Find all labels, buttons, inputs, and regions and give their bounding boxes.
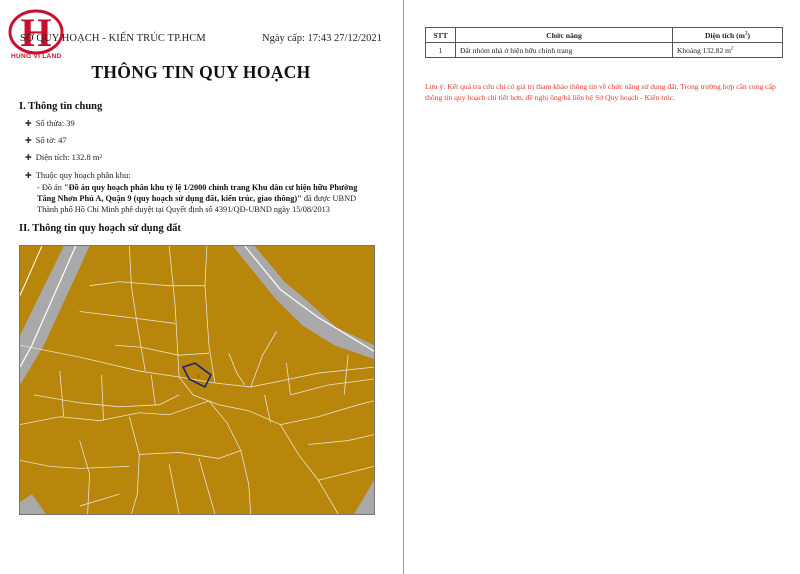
section-general-heading: I. Thông tin chung [19, 101, 103, 112]
header-stt: STT [426, 28, 456, 43]
area-value: Diện tích: 132.8 m [35, 152, 100, 162]
row-area-sup: 2 [730, 46, 734, 51]
header-area [673, 28, 783, 43]
plan-approval: đã được UBND Thành phố Hồ Chí Minh phê duyệt tại Quyết định số 4391/QĐ-UBND ngày 15/08/2013 [37, 194, 357, 215]
parcel-number: Số thửa: 39 [35, 118, 75, 128]
function-table-header [426, 28, 783, 43]
table-row [426, 43, 783, 58]
zone-row [25, 170, 131, 180]
parcel-marker-label: 1 [197, 375, 200, 381]
area-unit-sup: 2 [99, 154, 103, 160]
bullet-icon: ✚ [25, 118, 32, 128]
logo-mark: H [20, 10, 52, 55]
plan-description [37, 182, 373, 216]
header-area-label: Diện tích (m [704, 30, 746, 40]
zone-label: Thuộc quy hoạch phân khu: [35, 170, 131, 180]
bullet-icon: ✚ [25, 135, 32, 145]
row-area [673, 43, 783, 58]
row-stt: 1 [426, 43, 456, 58]
header-area-sup: 2 [745, 30, 748, 36]
agency-name: SỞ QUY HOẠCH - KIẾN TRÚC TP.HCM [20, 33, 206, 44]
sheet-number: Số tờ: 47 [35, 135, 67, 145]
plan-name: "Đồ án quy hoạch phân khu tỷ lệ 1/2000 chỉnh trang Khu dân cư hiện hữu Phường Tăng Nhơn Phú A, Quận 9 (quy hoạch sử dụng đất, kiến trúc, giao thông)" [37, 183, 358, 204]
row-function: Đất nhóm nhà ở hiện hữu chỉnh trang [456, 43, 673, 58]
area-row [25, 152, 102, 162]
section-landuse-heading: II. Thông tin quy hoạch sử dụng đất [19, 223, 181, 234]
landuse-map[interactable] [19, 245, 375, 515]
plan-prefix: - Đồ án [37, 183, 64, 192]
disclaimer-note: Lưu ý: Kết quả tra cứu chỉ có giá trị tham khảo thông tin về chức năng sử dụng đất. Trong trường hợp cần cung cấp thông tin quy hoạch chi tiết hơn, đề nghị ông/bà liên hệ Sở Quy hoạch - Kiến trúc. [425, 82, 776, 102]
sheet-number-row [25, 135, 67, 145]
header-function: Chức năng [456, 28, 673, 43]
logo-brand-text: HUNG VI LAND [11, 53, 62, 60]
function-table [425, 27, 783, 58]
bullet-icon: ✚ [25, 170, 32, 180]
parcel-number-row [25, 118, 75, 128]
bullet-icon: ✚ [25, 152, 32, 162]
issue-date: Ngày cấp: 17:43 27/12/2021 [262, 33, 382, 44]
header-area-close: ) [747, 30, 751, 40]
page-title: THÔNG TIN QUY HOẠCH [91, 62, 311, 82]
row-area-value: Khoảng 132.82 m [677, 45, 731, 55]
